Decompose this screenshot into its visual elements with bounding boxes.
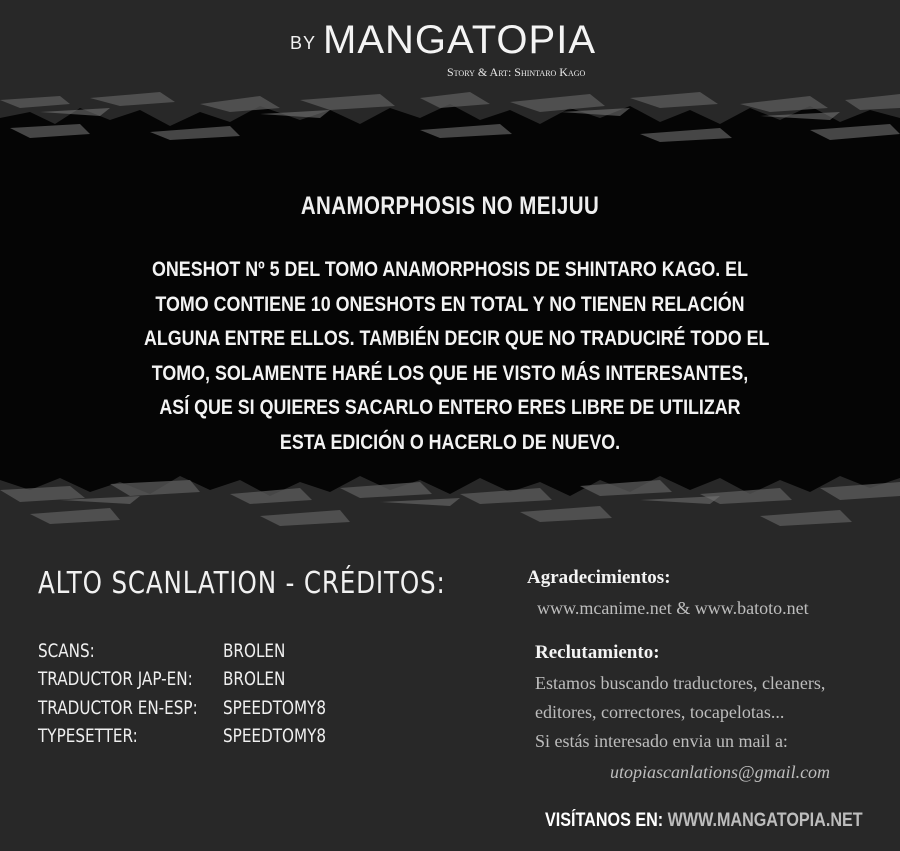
visit-url: WWW.MANGATOPIA.NET xyxy=(667,810,863,831)
description-line: TOMO, SOLAMENTE HARÉ LOS QUE HE VISTO MÁS INTERESANTES, xyxy=(151,361,749,385)
recruit-line: Si estás interesado envia un mail a: xyxy=(535,731,788,751)
visit-label: VISÍTANOS EN: xyxy=(545,810,664,831)
thanks-heading: Agradecimientos: xyxy=(527,567,671,588)
brand-logo: MANGATOPIA xyxy=(323,18,597,62)
credit-name: SPEEDTOMY8 xyxy=(223,725,327,747)
description-line: ASÍ QUE SI QUIERES SACARLO ENTERO ERES LIBRE DE UTILIZAR xyxy=(159,396,741,419)
recruit-email: utopiascanlations@gmail.com xyxy=(610,762,831,782)
credit-name: BROLEN xyxy=(223,668,286,690)
description-line: TOMO CONTIENE 10 ONESHOTS EN TOTAL Y NO TIENEN RELACIÓN xyxy=(155,292,745,316)
recruit-line: editores, correctores, tocapelotas... xyxy=(535,702,785,722)
recruit-heading: Reclutamiento: xyxy=(535,642,660,663)
chapter-title: ANAMORPHOSIS NO MEIJUU xyxy=(300,192,600,220)
credit-name: BROLEN xyxy=(223,640,286,662)
credits-heading: ALTO SCANLATION - CRÉDITOS: xyxy=(38,566,446,601)
description-line: ESTA EDICIÓN O HACERLO DE NUEVO. xyxy=(279,430,621,454)
thanks-sites: www.mcanime.net & www.batoto.net xyxy=(537,598,809,618)
visit-line xyxy=(545,810,863,832)
credit-role: SCANS: xyxy=(38,640,95,662)
description-line: ONESHOT Nº 5 DEL TOMO ANAMORPHOSIS DE SHINTARO KAGO. EL xyxy=(152,258,748,281)
credit-role: TRADUCTOR EN-ESP: xyxy=(38,697,198,719)
story-art-credit: Story & Art: Shintaro Kago xyxy=(447,65,586,79)
description-line: ALGUNA ENTRE ELLOS. TAMBIÉN DECIR QUE NO TRADUCIRÉ TODO EL xyxy=(144,327,770,350)
recruit-line: Estamos buscando traductores, cleaners, xyxy=(535,673,826,693)
credit-name: SPEEDTOMY8 xyxy=(223,697,327,719)
description-block xyxy=(144,253,770,460)
credit-role: TYPESETTER: xyxy=(38,725,138,747)
logo-by-text: BY xyxy=(290,33,317,53)
credit-role: TRADUCTOR JAP-EN: xyxy=(38,668,193,690)
